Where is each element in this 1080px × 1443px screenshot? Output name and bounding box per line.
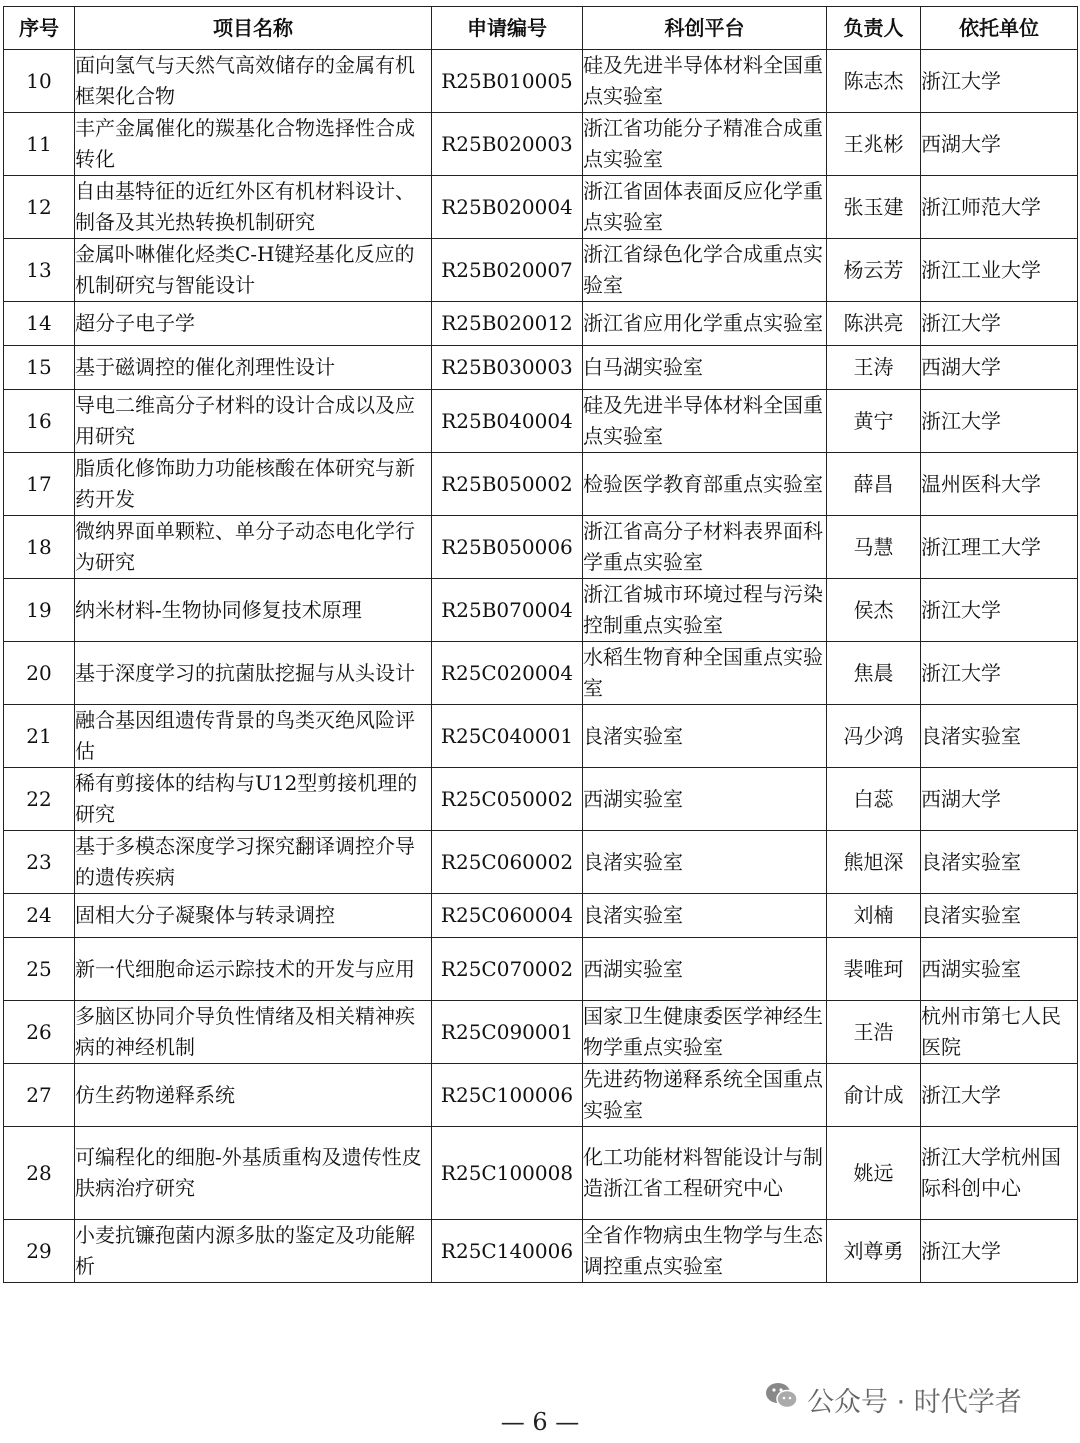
- header-application-code: 申请编号: [432, 7, 583, 50]
- cell-index: 20: [4, 642, 75, 705]
- cell-project-name: 导电二维高分子材料的设计合成以及应用研究: [75, 390, 432, 453]
- cell-application-code: R25B050006: [432, 516, 583, 579]
- table-row: [4, 113, 1078, 176]
- header-project-name: 项目名称: [75, 7, 432, 50]
- cell-project-name: 基于多模态深度学习探究翻译调控介导的遗传疾病: [75, 831, 432, 894]
- cell-platform: 良渚实验室: [583, 894, 827, 938]
- header-index: 序号: [4, 7, 75, 50]
- cell-project-name: 融合基因组遗传背景的鸟类灭绝风险评估: [75, 705, 432, 768]
- cell-leader: 张玉建: [827, 176, 921, 239]
- cell-unit: 浙江大学: [921, 1064, 1078, 1127]
- cell-project-name: 自由基特征的近红外区有机材料设计、制备及其光热转换机制研究: [75, 176, 432, 239]
- cell-leader: 姚远: [827, 1127, 921, 1220]
- cell-unit: 浙江大学: [921, 302, 1078, 346]
- table-row: [4, 1127, 1078, 1220]
- cell-application-code: R25B030003: [432, 346, 583, 390]
- cell-unit: 浙江大学: [921, 579, 1078, 642]
- cell-unit: 浙江大学杭州国际科创中心: [921, 1127, 1078, 1220]
- cell-platform: 国家卫生健康委医学神经生物学重点实验室: [583, 1001, 827, 1064]
- table-row: [4, 642, 1078, 705]
- project-table: [3, 6, 1078, 1283]
- table-row: [4, 302, 1078, 346]
- cell-platform: 水稻生物育种全国重点实验室: [583, 642, 827, 705]
- table-row: [4, 938, 1078, 1001]
- cell-platform: 硅及先进半导体材料全国重点实验室: [583, 50, 827, 113]
- cell-platform: 浙江省功能分子精准合成重点实验室: [583, 113, 827, 176]
- cell-index: 17: [4, 453, 75, 516]
- cell-project-name: 基于磁调控的催化剂理性设计: [75, 346, 432, 390]
- cell-index: 21: [4, 705, 75, 768]
- cell-application-code: R25B020003: [432, 113, 583, 176]
- cell-platform: 检验医学教育部重点实验室: [583, 453, 827, 516]
- cell-leader: 陈洪亮: [827, 302, 921, 346]
- cell-project-name: 多脑区协同介导负性情绪及相关精神疾病的神经机制: [75, 1001, 432, 1064]
- cell-platform: 浙江省绿色化学合成重点实验室: [583, 239, 827, 302]
- cell-application-code: R25B020012: [432, 302, 583, 346]
- table-row: [4, 1064, 1078, 1127]
- cell-application-code: R25C070002: [432, 938, 583, 1001]
- cell-platform: 良渚实验室: [583, 831, 827, 894]
- cell-application-code: R25C140006: [432, 1220, 583, 1283]
- table-row: [4, 1001, 1078, 1064]
- table-row: [4, 390, 1078, 453]
- cell-project-name: 基于深度学习的抗菌肽挖掘与从头设计: [75, 642, 432, 705]
- cell-platform: 浙江省城市环境过程与污染控制重点实验室: [583, 579, 827, 642]
- cell-unit: 浙江大学: [921, 642, 1078, 705]
- cell-index: 23: [4, 831, 75, 894]
- cell-leader: 焦晨: [827, 642, 921, 705]
- table-row: [4, 516, 1078, 579]
- table-row: [4, 239, 1078, 302]
- table-row: [4, 176, 1078, 239]
- cell-platform: 良渚实验室: [583, 705, 827, 768]
- cell-application-code: R25C100006: [432, 1064, 583, 1127]
- cell-application-code: R25B020004: [432, 176, 583, 239]
- cell-index: 26: [4, 1001, 75, 1064]
- cell-unit: 浙江大学: [921, 50, 1078, 113]
- cell-platform: 化工功能材料智能设计与制造浙江省工程研究中心: [583, 1127, 827, 1220]
- cell-platform: 西湖实验室: [583, 768, 827, 831]
- table-header-row: [4, 7, 1078, 50]
- cell-index: 22: [4, 768, 75, 831]
- cell-index: 24: [4, 894, 75, 938]
- cell-platform: 白马湖实验室: [583, 346, 827, 390]
- cell-unit: 杭州市第七人民医院: [921, 1001, 1078, 1064]
- header-unit: 依托单位: [921, 7, 1078, 50]
- cell-platform: 先进药物递释系统全国重点实验室: [583, 1064, 827, 1127]
- cell-index: 15: [4, 346, 75, 390]
- cell-application-code: R25B040004: [432, 390, 583, 453]
- cell-application-code: R25B050002: [432, 453, 583, 516]
- page-number: — 6 —: [500, 1408, 580, 1436]
- cell-unit: 浙江理工大学: [921, 516, 1078, 579]
- cell-application-code: R25B070004: [432, 579, 583, 642]
- cell-leader: 王浩: [827, 1001, 921, 1064]
- table-body: [4, 50, 1078, 1283]
- table-row: [4, 831, 1078, 894]
- cell-project-name: 超分子电子学: [75, 302, 432, 346]
- cell-index: 16: [4, 390, 75, 453]
- cell-unit: 西湖大学: [921, 113, 1078, 176]
- cell-leader: 杨云芳: [827, 239, 921, 302]
- cell-leader: 裴唯珂: [827, 938, 921, 1001]
- cell-index: 12: [4, 176, 75, 239]
- cell-leader: 刘楠: [827, 894, 921, 938]
- cell-project-name: 新一代细胞命运示踪技术的开发与应用: [75, 938, 432, 1001]
- cell-leader: 黄宁: [827, 390, 921, 453]
- cell-unit: 浙江师范大学: [921, 176, 1078, 239]
- cell-index: 25: [4, 938, 75, 1001]
- cell-leader: 薛昌: [827, 453, 921, 516]
- cell-application-code: R25C100008: [432, 1127, 583, 1220]
- cell-platform: 西湖实验室: [583, 938, 827, 1001]
- cell-application-code: R25C060004: [432, 894, 583, 938]
- cell-unit: 良渚实验室: [921, 705, 1078, 768]
- cell-index: 11: [4, 113, 75, 176]
- cell-leader: 俞计成: [827, 1064, 921, 1127]
- cell-unit: 浙江大学: [921, 1220, 1078, 1283]
- cell-project-name: 金属卟啉催化烃类C-H键羟基化反应的机制研究与智能设计: [75, 239, 432, 302]
- cell-unit: 西湖实验室: [921, 938, 1078, 1001]
- cell-leader: 陈志杰: [827, 50, 921, 113]
- cell-project-name: 固相大分子凝聚体与转录调控: [75, 894, 432, 938]
- cell-application-code: R25C060002: [432, 831, 583, 894]
- header-platform: 科创平台: [583, 7, 827, 50]
- table-row: [4, 346, 1078, 390]
- cell-project-name: 脂质化修饰助力功能核酸在体研究与新药开发: [75, 453, 432, 516]
- cell-leader: 冯少鸿: [827, 705, 921, 768]
- cell-leader: 白蕊: [827, 768, 921, 831]
- cell-platform: 浙江省固体表面反应化学重点实验室: [583, 176, 827, 239]
- cell-project-name: 纳米材料-生物协同修复技术原理: [75, 579, 432, 642]
- cell-platform: 全省作物病虫生物学与生态调控重点实验室: [583, 1220, 827, 1283]
- cell-application-code: R25C020004: [432, 642, 583, 705]
- cell-unit: 西湖大学: [921, 768, 1078, 831]
- cell-leader: 刘尊勇: [827, 1220, 921, 1283]
- cell-project-name: 小麦抗镰孢菌内源多肽的鉴定及功能解析: [75, 1220, 432, 1283]
- cell-project-name: 微纳界面单颗粒、单分子动态电化学行为研究: [75, 516, 432, 579]
- cell-application-code: R25B010005: [432, 50, 583, 113]
- cell-unit: 良渚实验室: [921, 894, 1078, 938]
- table-row: [4, 1220, 1078, 1283]
- cell-index: 19: [4, 579, 75, 642]
- table-row: [4, 705, 1078, 768]
- cell-index: 10: [4, 50, 75, 113]
- cell-project-name: 面向氢气与天然气高效储存的金属有机框架化合物: [75, 50, 432, 113]
- table-row: [4, 50, 1078, 113]
- cell-leader: 马慧: [827, 516, 921, 579]
- cell-project-name: 仿生药物递释系统: [75, 1064, 432, 1127]
- cell-leader: 侯杰: [827, 579, 921, 642]
- header-leader: 负责人: [827, 7, 921, 50]
- cell-leader: 熊旭深: [827, 831, 921, 894]
- cell-unit: 良渚实验室: [921, 831, 1078, 894]
- cell-platform: 浙江省高分子材料表界面科学重点实验室: [583, 516, 827, 579]
- cell-application-code: R25C040001: [432, 705, 583, 768]
- cell-leader: 王涛: [827, 346, 921, 390]
- cell-platform: 浙江省应用化学重点实验室: [583, 302, 827, 346]
- cell-unit: 浙江工业大学: [921, 239, 1078, 302]
- table-row: [4, 894, 1078, 938]
- cell-application-code: R25C050002: [432, 768, 583, 831]
- table-row: [4, 579, 1078, 642]
- cell-unit: 温州医科大学: [921, 453, 1078, 516]
- cell-unit: 西湖大学: [921, 346, 1078, 390]
- cell-project-name: 稀有剪接体的结构与U12型剪接机理的研究: [75, 768, 432, 831]
- cell-index: 13: [4, 239, 75, 302]
- cell-index: 18: [4, 516, 75, 579]
- cell-index: 28: [4, 1127, 75, 1220]
- cell-unit: 浙江大学: [921, 390, 1078, 453]
- cell-project-name: 可编程化的细胞-外基质重构及遗传性皮肤病治疗研究: [75, 1127, 432, 1220]
- cell-index: 14: [4, 302, 75, 346]
- table-row: [4, 453, 1078, 516]
- watermark-text: 公众号 · 时代学者: [807, 1387, 1022, 1418]
- cell-application-code: R25C090001: [432, 1001, 583, 1064]
- cell-project-name: 丰产金属催化的羰基化合物选择性合成转化: [75, 113, 432, 176]
- cell-platform: 硅及先进半导体材料全国重点实验室: [583, 390, 827, 453]
- cell-leader: 王兆彬: [827, 113, 921, 176]
- cell-index: 29: [4, 1220, 75, 1283]
- cell-index: 27: [4, 1064, 75, 1127]
- table-row: [4, 768, 1078, 831]
- cell-application-code: R25B020007: [432, 239, 583, 302]
